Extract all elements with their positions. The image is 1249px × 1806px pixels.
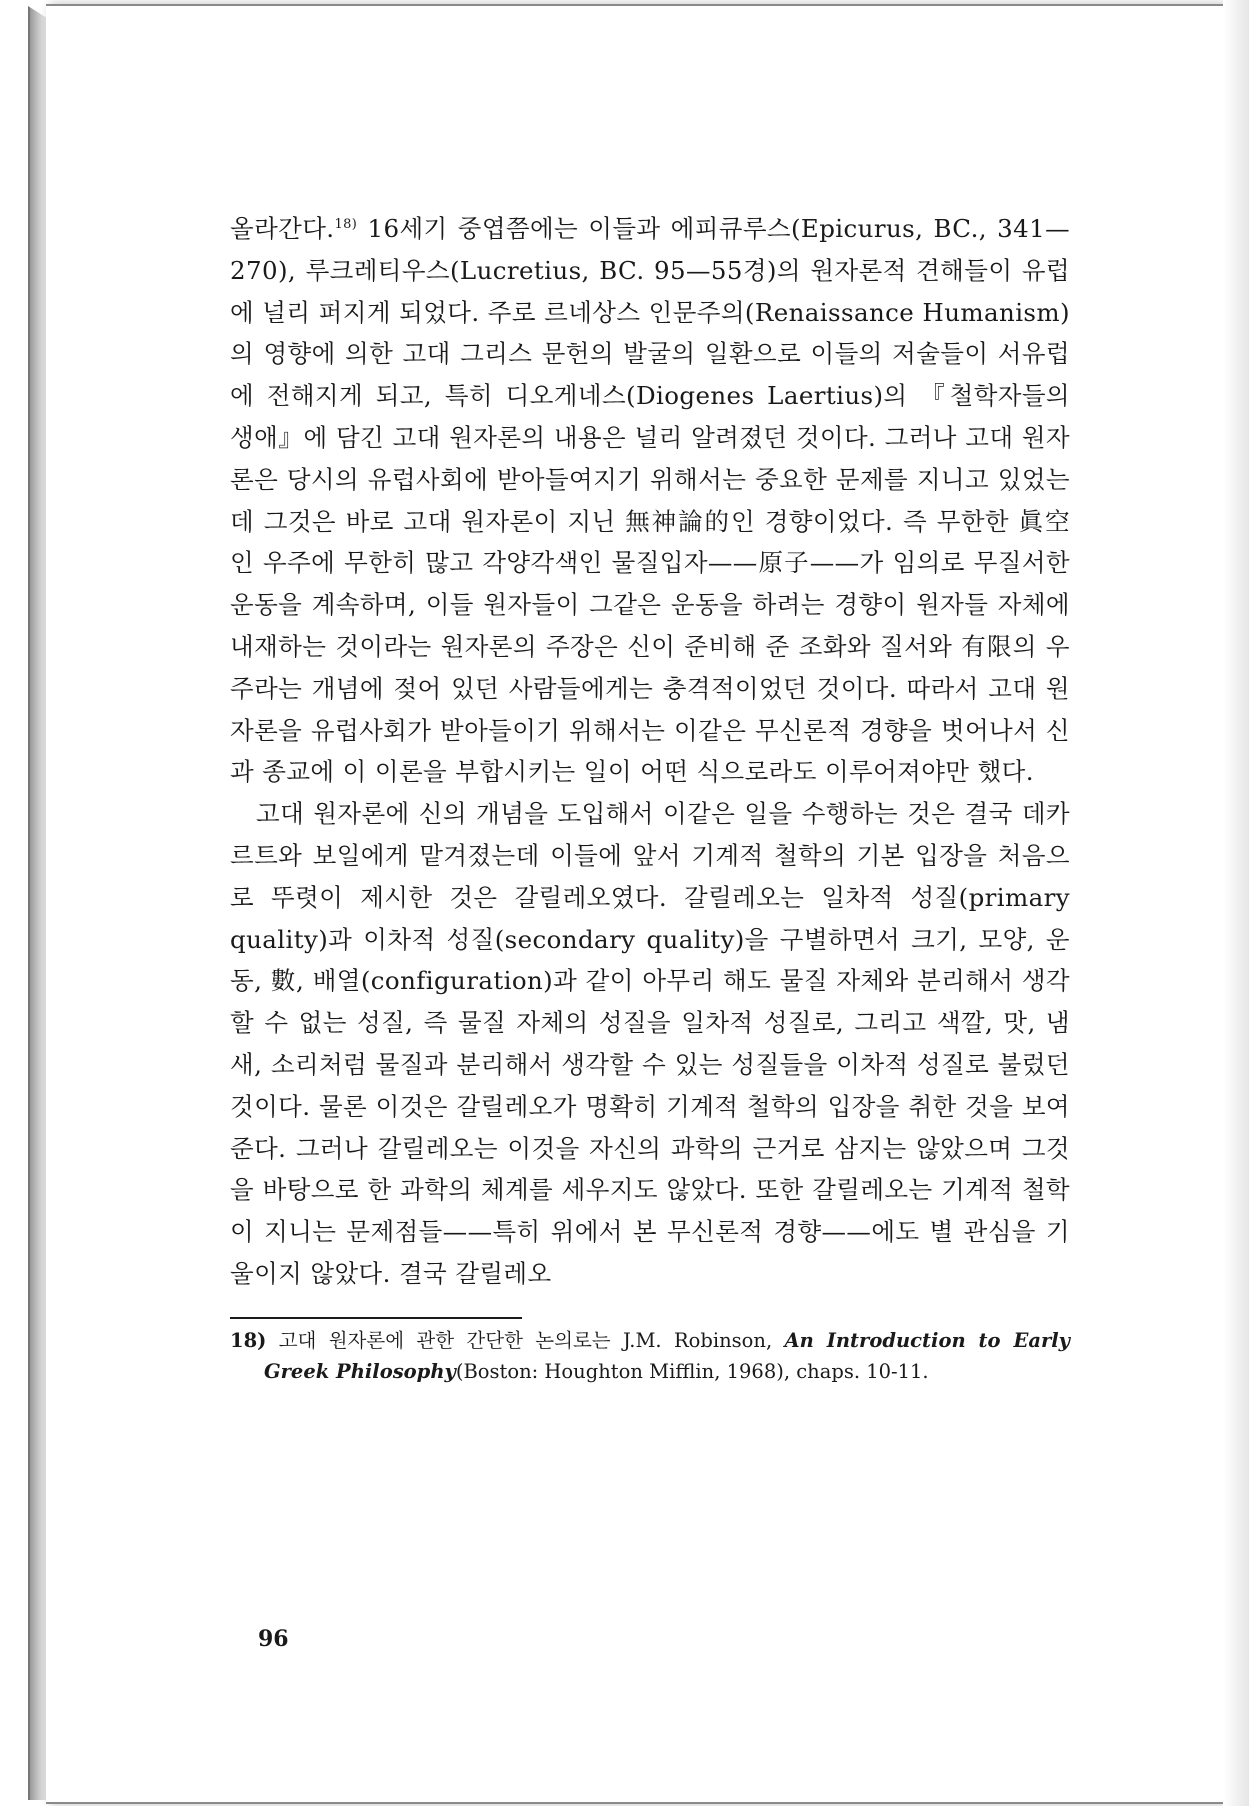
footnote bbox=[230, 1325, 1070, 1387]
page-shadow bbox=[1223, 0, 1249, 1806]
footnote-text: 고대 원자론에 관한 간단한 논의로는 J.M. Robinson, bbox=[266, 1328, 785, 1352]
page-number: 96 bbox=[258, 1626, 289, 1652]
paragraph-1 bbox=[230, 208, 1070, 793]
footnote-marker: 18) bbox=[334, 216, 358, 232]
body-text bbox=[230, 208, 1070, 1295]
paragraph-2: 고대 원자론에 신의 개념을 도입해서 이같은 일을 수행하는 것은 결국 데카르트와 보일에게 맡겨졌는데 이들에 앞서 기계적 철학의 기본 입장을 처음으로 뚜렷이 제시한 것은 갈릴레오였다. 갈릴레오는 일차적 성질(primary quality)과 이차적 성질(secondary quality)을 구별하면서 크기, 모양, 운동, 數, 배열(configuration)과 같이 아무리 해도 물질 자체와 분리해서 생각할 수 없는 성질, 즉 물질 자체의 성질을 일차적 성질로, 그리고 색깔, 맛, 냄새, 소리처럼 물질과 분리해서 생각할 수 있는 성질들을 이차적 성질로 불렀던 것이다. 물론 이것은 갈릴레오가 명확히 기계적 철학의 입장을 취한 것을 보여준다. 그러나 갈릴레오는 이것을 자신의 과학의 근거로 삼지는 않았으며 그것을 바탕으로 한 과학의 체계를 세우지도 않았다. 또한 갈릴레오는 기계적 철학이 지니는 문제점들——특히 위에서 본 무신론적 경향——에도 별 관심을 기울이지 않았다. 결국 갈릴레오 bbox=[230, 799, 1070, 1288]
paragraph-1-lead: 올라간다. bbox=[230, 214, 335, 243]
text-block bbox=[230, 208, 1070, 1387]
footnote-rule bbox=[230, 1317, 522, 1319]
footnote-publication: (Boston: Houghton Mifflin, 1968), chaps. 10-11. bbox=[455, 1359, 929, 1383]
footnote-book-title: An Introduction to Early Greek Philosophy bbox=[264, 1328, 1071, 1383]
paragraph-1-text: 16세기 중엽쯤에는 이들과 에피큐루스(Epicurus, BC., 341—270), 루크레티우스(Lucretius, BC. 95—55경)의 원자론적 견해들이 유럽에 널리 퍼지게 되었다. 주로 르네상스 인문주의(Renaissance Humanism)의 영향에 의한 고대 그리스 문헌의 발굴의 일환으로 이들의 저술들이 서유럽에 전해지게 되고, 특히 디오게네스(Diogenes Laertius)의 『철학자들의 생애』에 담긴 고대 원자론의 내용은 널리 알려졌던 것이다. 그러나 고대 원자론은 당시의 유럽사회에 받아들여지기 위해서는 중요한 문제를 지니고 있었는데 그것은 바로 고대 원자론이 지닌 無神論的인 경향이었다. 즉 무한한 眞空인 우주에 무한히 많고 각양각색인 물질입자——原子——가 임의로 무질서한 운동을 계속하며, 이들 원자들이 그같은 운동을 하려는 경향이 원자들 자체에 내재하는 것이라는 원자론의 주장은 신이 준비해 준 조화와 질서와 有限의 우주라는 개념에 젖어 있던 사람들에게는 충격적이었던 것이다. 따라서 고대 원자론을 유럽사회가 받아들이기 위해서는 이같은 무신론적 경향을 벗어나서 신과 종교에 이 이론을 부합시키는 일이 어떤 식으로라도 이루어져야만 했다. bbox=[230, 214, 1070, 787]
footnote-ref: 18) bbox=[230, 1328, 267, 1352]
